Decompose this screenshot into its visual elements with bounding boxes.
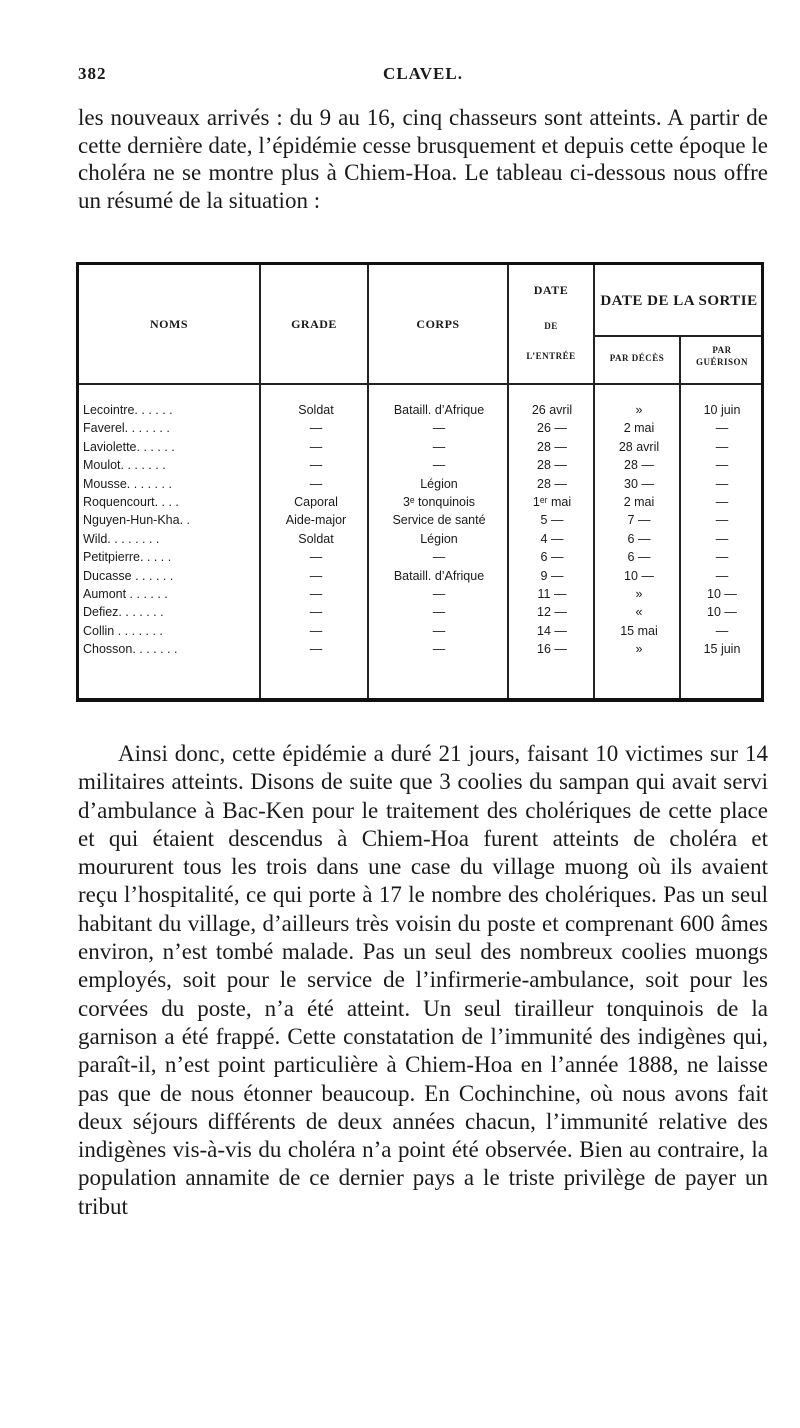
cell-deces: 2 mai xyxy=(623,421,655,436)
cell-guerison: — xyxy=(715,495,729,509)
cell-corps: Bataill. d’Afrique xyxy=(393,568,485,583)
page-number: 382 xyxy=(78,64,107,83)
cell-corps: Légion xyxy=(420,476,458,491)
cell-grade: — xyxy=(309,623,323,638)
conclusion-paragraph xyxy=(78,740,768,1221)
cell-deces: » xyxy=(635,587,643,601)
header-par-deces: PAR DÉCÈS xyxy=(609,353,665,363)
cell-entree: 28 — xyxy=(537,439,567,454)
cell-grade: — xyxy=(309,605,323,620)
cell-corps: — xyxy=(432,623,446,638)
intro-paragraph-text: les nouveaux arrivés : du 9 au 16, cinq chasseurs sont atteints. A partir de cette dernière date, l’épidémie cesse brusquement et depuis cette époque le choléra ne se montre plus à Chiem-Hoa. Le tableau ci-dessous nous offre un résumé de la situation : xyxy=(78,105,768,213)
cell-grade: Caporal xyxy=(294,495,338,509)
cell-corps: — xyxy=(432,642,446,657)
cell-deces: 6 — xyxy=(627,531,651,546)
cell-entree: 5 — xyxy=(540,513,564,528)
cell-nom: Lecointre. . . . . . xyxy=(83,403,173,417)
sub-header-rule xyxy=(595,335,761,337)
cell-corps: Service de santé xyxy=(392,513,486,528)
cell-entree: 26 — xyxy=(537,421,567,436)
cell-guerison: 15 juin xyxy=(703,642,741,657)
cell-nom: Wild. . . . . . . . xyxy=(83,531,160,546)
cell-deces: » xyxy=(635,403,643,417)
cell-guerison: — xyxy=(715,458,729,473)
cell-grade: — xyxy=(309,458,323,473)
cell-corps: — xyxy=(432,587,446,601)
header-corps: CORPS xyxy=(416,317,460,331)
header-grade: GRADE xyxy=(291,317,337,331)
cell-guerison: 10 — xyxy=(707,605,737,620)
cell-entree: 26 avril xyxy=(531,403,573,417)
cell-deces: 6 — xyxy=(627,550,651,565)
header-rule xyxy=(79,383,761,385)
cell-corps: — xyxy=(432,550,446,565)
cell-nom: Aumont . . . . . . xyxy=(83,587,168,601)
header-date-sortie: DATE DE LA SORTIE xyxy=(600,293,758,309)
cell-nom: Nguyen-Hun-Kha. . xyxy=(83,513,191,528)
cell-nom: Mousse. . . . . . . xyxy=(83,476,172,491)
header-date-entree: DATE xyxy=(533,283,569,297)
cell-deces: 28 — xyxy=(624,458,654,473)
cell-grade: Soldat xyxy=(298,531,334,546)
cell-guerison: — xyxy=(715,476,729,491)
cell-deces: » xyxy=(635,642,643,657)
cell-grade: — xyxy=(309,642,323,657)
cell-deces: 30 — xyxy=(624,476,654,491)
cell-nom: Collin . . . . . . . xyxy=(83,623,163,638)
cell-guerison: 10 — xyxy=(707,587,737,601)
cell-grade: Aide-major xyxy=(285,513,347,528)
cell-grade: Soldat xyxy=(298,403,334,417)
cell-entree: 28 — xyxy=(537,458,567,473)
header-date-entree-label: L’ENTRÉE xyxy=(526,351,576,361)
header-noms: NOMS xyxy=(150,317,188,331)
header-par-guerison-label: GUÉRISON xyxy=(695,357,748,367)
cell-nom: Roquencourt. . . . xyxy=(83,495,179,509)
cell-nom: Petitpierre. . . . . xyxy=(83,550,172,565)
cell-deces: 2 mai xyxy=(623,495,655,509)
cell-nom: Laviolette. . . . . . xyxy=(83,439,175,454)
header-date-entree-de: DE xyxy=(544,321,558,331)
cell-entree: 12 — xyxy=(537,605,567,620)
cell-entree: 16 — xyxy=(537,642,567,657)
cell-entree: 9 — xyxy=(540,568,564,583)
cell-corps: — xyxy=(432,605,446,620)
cell-corps: Bataill. d’Afrique xyxy=(393,403,485,417)
running-title: CLAVEL. xyxy=(383,64,463,83)
cell-guerison: — xyxy=(715,623,729,638)
cell-nom: Chosson. . . . . . . xyxy=(83,642,178,657)
cell-entree: 28 — xyxy=(537,476,567,491)
cell-guerison: — xyxy=(715,513,729,528)
cell-grade: — xyxy=(309,439,323,454)
cell-grade: — xyxy=(309,550,323,565)
cell-entree: 14 — xyxy=(537,623,567,638)
header-par-guerison: PAR xyxy=(712,345,732,355)
cell-guerison: — xyxy=(715,550,729,565)
cell-entree: 11 — xyxy=(537,587,567,601)
conclusion-paragraph-text: Ainsi donc, cette épidémie a duré 21 jours, faisant 10 victimes sur 14 militaires atteints. Disons de suite que 3 coolies du sampan qui avait servi d’ambulance à Bac-Ken pour le traitement des cholériques de cette place et qui étaient descendus à Chiem-Hoa furent atteints de choléra et moururent tous les trois dans une case du village muong où ils avaient reçu l’hospitalité, ce qui porte à 17 le nombre des cholériques. Pas un seul habitant du village, d’ailleurs très voisin du poste et comprenant 600 âmes environ, n’est tombé malade. Pas un seul des nombreux coolies muongs employés, soit pour le service de l’infirmerie-ambulance, soit pour les corvées du poste, n’a été atteint. Un seul tirailleur tonquinois de la garnison a été frappé. Cette constatation de l’immunité des indigènes qui, paraît-il, n’est point particulière à Chiem-Hoa en l’année 1888, ne laisse pas que de nous étonner beaucoup. En Cochinchine, où nous avons fait deux séjours différents de deux années chacun, l’immunité relative des indigènes vis-à-vis du choléra n’a point été observée. Bien au contraire, la population annamite de ce dernier pays a le triste privilège de payer un tribut xyxy=(78,741,768,1219)
cell-entree: 1ᵉʳ mai xyxy=(532,495,572,509)
cell-nom: Ducasse . . . . . . xyxy=(83,568,174,583)
cell-corps: — xyxy=(432,439,446,454)
cell-guerison: — xyxy=(715,421,729,436)
cell-grade: — xyxy=(309,421,323,436)
cell-entree: 4 — xyxy=(540,531,564,546)
cell-corps: — xyxy=(432,458,446,473)
column-rule xyxy=(593,265,595,698)
cell-nom: Defiez. . . . . . . xyxy=(83,605,164,620)
intro-paragraph xyxy=(78,104,768,214)
cell-guerison: — xyxy=(715,439,729,454)
cell-corps: 3ᵉ tonquinois xyxy=(402,495,476,509)
cell-grade: — xyxy=(309,568,323,583)
cell-grade: — xyxy=(309,476,323,491)
cell-guerison: — xyxy=(715,568,729,583)
cell-entree: 6 — xyxy=(540,550,564,565)
cell-deces: 10 — xyxy=(624,568,654,583)
cell-nom: Moulot. . . . . . . xyxy=(83,458,166,473)
cholera-cases-table xyxy=(76,262,764,702)
cell-corps: Légion xyxy=(420,531,458,546)
running-head xyxy=(78,62,768,92)
cell-guerison: — xyxy=(715,531,729,546)
cell-deces: « xyxy=(635,605,643,620)
cell-corps: — xyxy=(432,421,446,436)
cell-grade: — xyxy=(309,587,323,601)
cell-deces: 7 — xyxy=(627,513,651,528)
cell-deces: 28 avril xyxy=(618,439,660,454)
cell-deces: 15 mai xyxy=(620,623,658,638)
cell-guerison: 10 juin xyxy=(703,403,741,417)
cell-nom: Faverel. . . . . . . xyxy=(83,421,170,436)
